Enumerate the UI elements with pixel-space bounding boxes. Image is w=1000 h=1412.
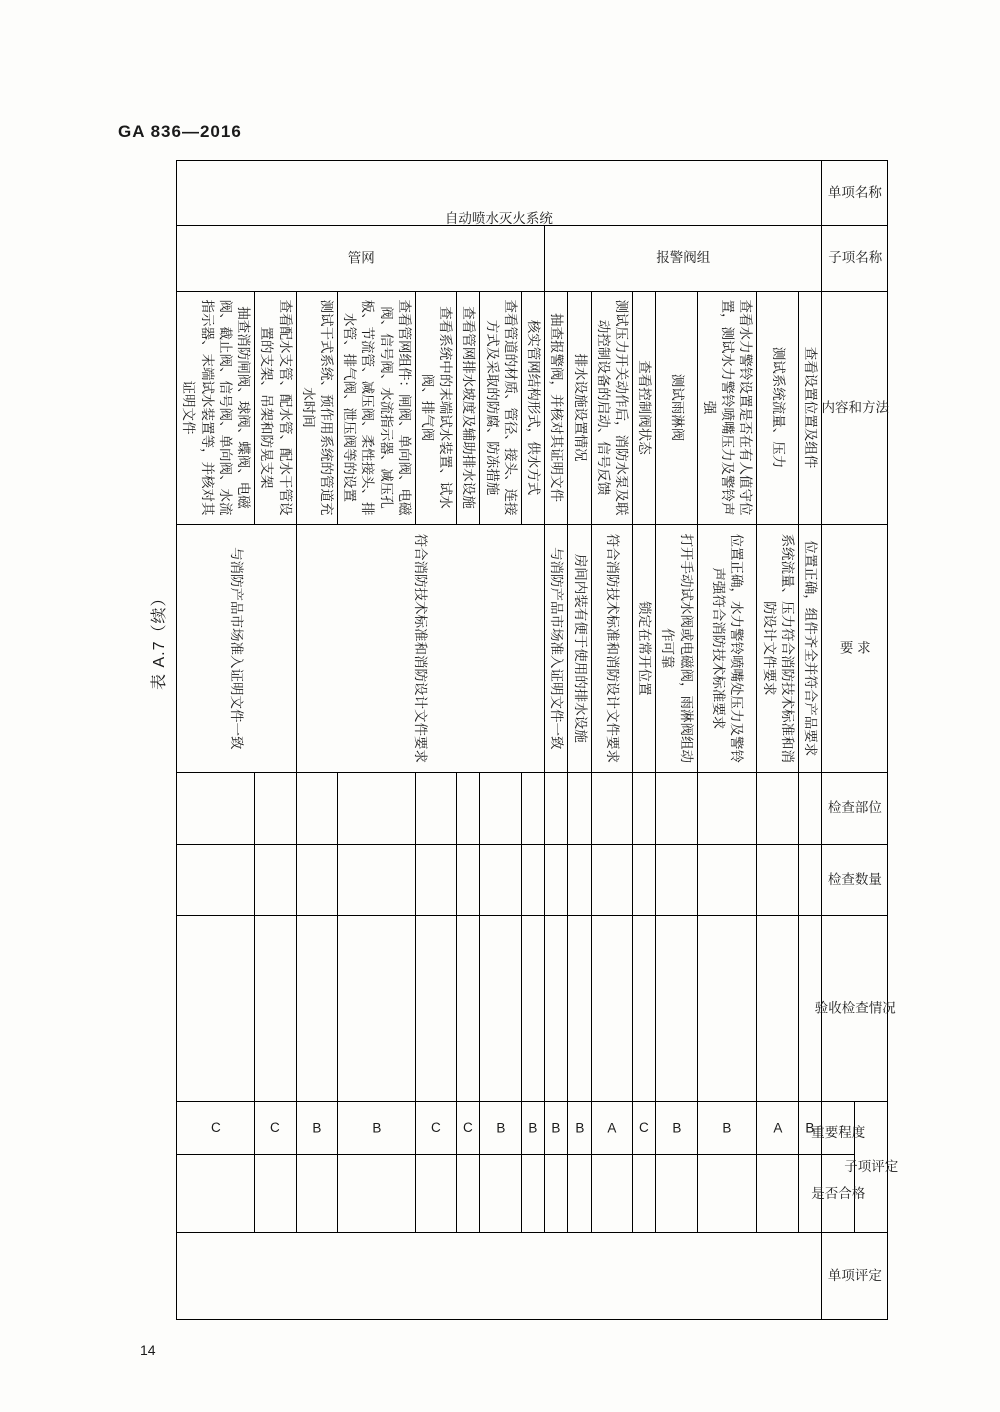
cell-importance: B [296,1102,337,1155]
cell-importance: B [337,1102,415,1155]
cell-acceptance [568,916,591,1102]
cell-importance: B [798,1102,821,1155]
cell-qualified [480,1155,521,1233]
cell-check-quantity [568,844,591,915]
cell-acceptance [521,916,544,1102]
cell-acceptance [457,916,480,1102]
cell-qualified [415,1155,456,1233]
cell-check-location [798,773,821,844]
cell-check-location [480,773,521,844]
cell-content: 抽查报警阀，并核对其证明文件 [545,291,568,524]
header-check-quantity: 检查数量 [822,844,888,915]
cell-single-item-rating [177,1232,822,1319]
table-row [545,161,568,1320]
cell-qualified [337,1155,415,1233]
inspection-table [176,160,899,1320]
cell-importance: B [656,1102,697,1155]
table-caption: 表 A.7（续） [151,589,168,690]
cell-check-quantity [521,844,544,915]
cell-acceptance [757,916,798,1102]
cell-acceptance [591,916,632,1102]
header-sub-item-rating: 子项评定 [855,1102,888,1232]
cell-importance: C [255,1102,296,1155]
cell-check-location [545,773,568,844]
table-row [255,161,296,1320]
cell-importance: B [697,1102,757,1155]
cell-requirement: 与消防产品市场准入证明文件一致 [545,524,568,773]
table-row [521,161,544,1320]
cell-content: 测试雨淋阀 [656,291,697,524]
header-content-method: 内容和方法 [822,291,888,524]
cell-qualified [568,1155,591,1233]
cell-content: 核实管网结构形式，供水方式 [521,291,544,524]
header-acceptance-situation: 验收检查情况 [822,916,888,1102]
cell-importance: A [757,1102,798,1155]
cell-requirement: 位置正确，水力警铃喷嘴处压力及警铃声强符合消防技术标准要求 [697,524,757,773]
header-single-item-rating: 单项评定 [822,1232,888,1319]
cell-qualified [296,1155,337,1233]
cell-requirement: 符合消防技术标准和消防设计文件要求 [296,524,545,773]
cell-content: 查看水力警铃设置是否在有人值守位置，测试水力警铃喷嘴压力及警铃声强 [697,291,757,524]
cell-content: 抽查消防闸阀、球阀、蝶阀、电磁阀、截止阀、信号阀、单向阀、水流指示器、末端试水装置等，并核对其证明文件 [177,291,255,524]
standard-number: GA 836—2016 [118,122,242,141]
cell-qualified [697,1155,757,1233]
cell-check-location [337,773,415,844]
table-row [656,161,697,1320]
header-requirement: 要 求 [822,524,888,773]
cell-qualified [591,1155,632,1233]
cell-importance: C [415,1102,456,1155]
cell-qualified [521,1155,544,1233]
table-header-row-1 [855,161,888,1320]
cell-importance: A [591,1102,632,1155]
cell-importance: B [521,1102,544,1155]
cell-qualified [255,1155,296,1233]
header-check-location: 检查部位 [822,773,888,844]
cell-acceptance [633,916,656,1102]
cell-check-location [697,773,757,844]
cell-requirement: 系统流量、压力符合消防技术标准和消防设计文件要求 [757,524,798,773]
cell-single-item: 自动喷水灭火系统 [177,161,822,226]
cell-check-quantity [337,844,415,915]
cell-check-location [591,773,632,844]
table-rotation-wrapper [178,160,899,1320]
cell-content: 查看管道的材质、管径、接头、连接方式及采取的防腐、防冻措施 [480,291,521,524]
cell-check-location [656,773,697,844]
cell-requirement: 符合消防技术标准和消防设计文件要求 [591,524,632,773]
header-sub-item-name: 子项名称 [822,226,888,291]
cell-importance: B [568,1102,591,1155]
cell-check-quantity [591,844,632,915]
cell-requirement: 房间内装有便于使用的排水设施 [568,524,591,773]
cell-importance: B [545,1102,568,1155]
cell-importance: C [457,1102,480,1155]
cell-qualified [633,1155,656,1233]
cell-check-location [296,773,337,844]
cell-acceptance [296,916,337,1102]
cell-check-quantity [633,844,656,915]
cell-acceptance [255,916,296,1102]
cell-check-quantity [255,844,296,915]
cell-requirement: 与消防产品市场准入证明文件一致 [177,524,296,773]
cell-check-location [177,773,255,844]
cell-check-location [757,773,798,844]
cell-content: 测试压力开关动作后，消防水泵及联动控制设备的启动、信号反馈 [591,291,632,524]
cell-importance: B [480,1102,521,1155]
cell-content: 查看控制阀状态 [633,291,656,524]
cell-acceptance [480,916,521,1102]
cell-sub-item-pipe-network: 管网 [177,226,545,291]
cell-sub-item-alarm-valve: 报警阀组 [545,226,822,291]
cell-qualified [545,1155,568,1233]
cell-check-quantity [697,844,757,915]
cell-importance: C [633,1102,656,1155]
header-single-item-name: 单项名称 [822,161,888,226]
cell-requirement: 锁定在常开位置 [633,524,656,773]
cell-check-location [633,773,656,844]
cell-acceptance [415,916,456,1102]
header-qualified: 是否合格 [822,1155,855,1233]
page-number: 14 [140,1342,156,1358]
cell-check-location [568,773,591,844]
cell-content: 查看设置位置及组件 [798,291,821,524]
cell-qualified [757,1155,798,1233]
cell-content: 测试系统流量、压力 [757,291,798,524]
cell-acceptance [697,916,757,1102]
cell-check-quantity [757,844,798,915]
header-importance: 重要程度 [822,1102,855,1155]
table-row [697,161,757,1320]
cell-qualified [457,1155,480,1233]
cell-check-location [521,773,544,844]
cell-check-location [255,773,296,844]
cell-check-quantity [415,844,456,915]
cell-acceptance [656,916,697,1102]
cell-acceptance [545,916,568,1102]
cell-check-quantity [798,844,821,915]
table-row [757,161,798,1320]
cell-qualified [656,1155,697,1233]
cell-qualified [177,1155,255,1233]
cell-check-quantity [177,844,255,915]
cell-acceptance [177,916,255,1102]
cell-content: 排水设施设置情况 [568,291,591,524]
cell-acceptance [337,916,415,1102]
cell-content: 测试干式系统、预作用系统的管道充水时间 [296,291,337,524]
cell-check-quantity [656,844,697,915]
cell-importance: C [177,1102,255,1155]
cell-content: 查看管网组件：闸阀、单向阀、电磁阀、信号阀、水流指示器、减压孔板、节流管、减压阀、柔性接头、排水管、排气阀、泄压阀等的设置 [337,291,415,524]
cell-check-quantity [545,844,568,915]
cell-requirement: 位置正确，组件齐全并符合产品要求 [798,524,821,773]
cell-content: 查看系统中的末端试水装置、试水阀、排气阀 [415,291,456,524]
cell-check-quantity [457,844,480,915]
table-row [568,161,591,1320]
cell-content: 查看配水支管、配水管、配水干管设置的支架、吊架和防晃支架 [255,291,296,524]
cell-requirement: 打开手动试水阀或电磁阀，雨淋阀组动作可靠 [656,524,697,773]
cell-check-quantity [296,844,337,915]
table-row [798,161,821,1320]
table-row [591,161,632,1320]
cell-check-location [415,773,456,844]
cell-check-quantity [480,844,521,915]
cell-check-location [457,773,480,844]
table-row [633,161,656,1320]
cell-content: 查看管网排水坡度及辅助排水设施 [457,291,480,524]
